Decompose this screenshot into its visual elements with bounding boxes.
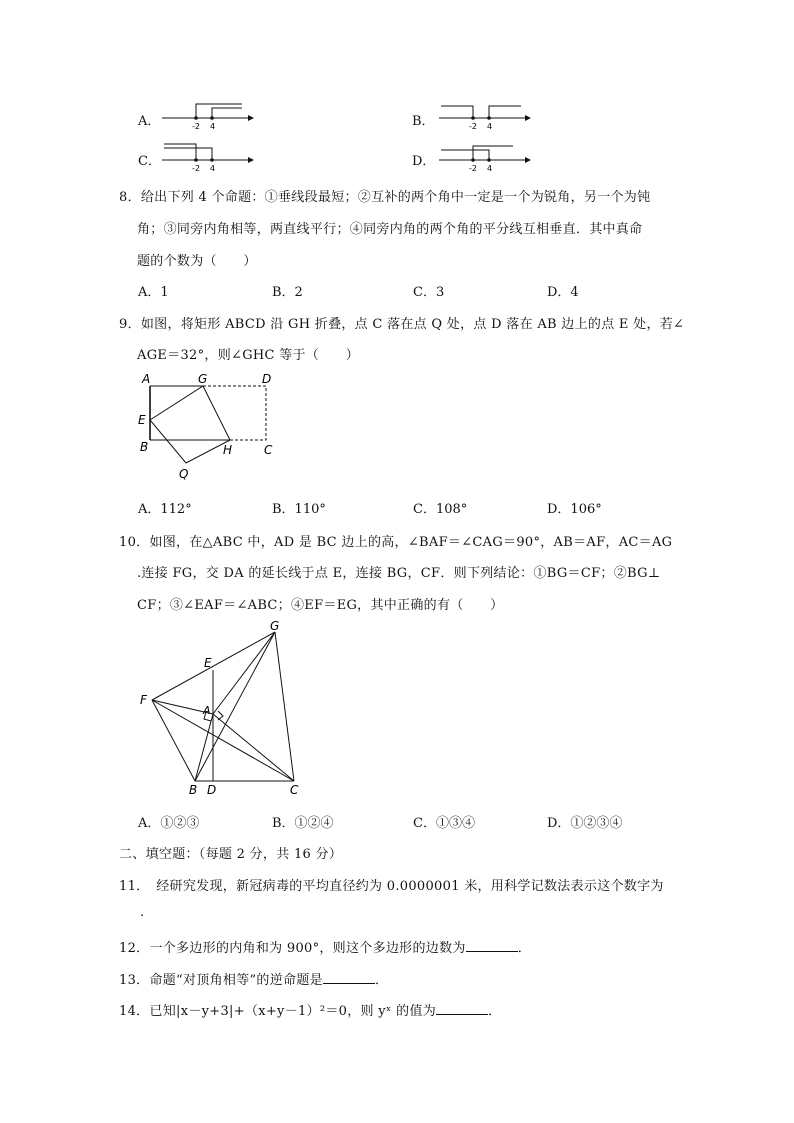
q10-option-c: C．①③④ [413,816,475,831]
q10-line-3: CF；③∠EAF＝∠ABC；④EF＝EG，其中正确的有（ ） [137,598,504,613]
q14 [119,1000,501,1019]
q10-label-d: D [207,783,217,797]
q9-label-a: A [142,372,151,386]
q7-a-tick-4: 4 [210,122,216,131]
q7-option-b-number-line [437,98,532,132]
q7-a-tick-neg2: -2 [192,122,200,131]
q8-line-3: 题的个数为（ ） [137,254,257,269]
q7-c-tick-neg2: -2 [192,164,200,172]
q8-line-1: 8．给出下列 4 个命题：①垂线段最短；②互补的两个角中一定是一个为锐角，另一个为钝 [119,190,651,205]
q9-option-b: B．110° [272,502,326,517]
section-2-heading: 二、填空题：（每题 2 分，共 16 分） [119,847,343,862]
q9-line-1: 9．如图，将矩形 ABCD 沿 GH 折叠，点 C 落在点 Q 处，点 D 落在 AB 边上的点 E 处，若∠ [119,317,685,332]
q10-triangle-figure [136,618,306,798]
q9-label-b: B [140,440,149,454]
q9-line-2: AGE＝32°，则∠GHC 等于（ ） [137,348,359,363]
q7-option-a-label: A． [138,114,161,129]
q9-label-q: Q [179,467,189,481]
q11-line-1: 11． 经研究发现，新冠病毒的平均直径约为 0.0000001 米，用科学记数法表示这个数字为 [119,879,664,894]
q13-text: 13．命题“对顶角相等”的逆命题是 [119,973,323,988]
q10-label-a: A [203,704,211,717]
q9-rectangle-fold-figure [134,368,284,488]
q7-c-tick-4: 4 [210,164,216,172]
q13-end: ． [374,973,389,988]
q13-answer-blank[interactable] [323,971,375,984]
q7-option-d-number-line [437,138,532,172]
q9-label-h: H [223,443,233,457]
q7-d-tick-4: 4 [487,164,493,172]
q9-label-e: E [138,413,146,427]
q7-option-d-label: D． [412,154,436,169]
q10-label-c: C [290,783,299,797]
q9-label-c: C [264,443,273,457]
q7-d-tick-neg2: -2 [469,164,477,172]
q14-end: ． [488,1004,502,1019]
q11-line-2: . [140,905,145,920]
q8-line-2: 角；③同旁内角相等，两直线平行；④同旁内角的两个角的平分线互相垂直．其中真命 [137,222,643,237]
q7-b-tick-4: 4 [487,122,493,131]
q8-option-d: D．4 [547,285,579,300]
q10-label-g: G [270,619,280,633]
q7-option-c-label: C． [138,154,161,169]
q10-option-d: D．①②③④ [547,816,623,831]
q14-answer-blank[interactable] [436,1002,488,1015]
q8-option-c: C．3 [413,285,445,300]
q9-label-g: G [198,372,208,386]
q10-line-1: 10．如图，在△ABC 中，AD 是 BC 边上的高，∠BAF＝∠CAG＝90°，AB＝AF，AC＝AG [119,535,673,550]
q10-option-b: B．①②④ [272,816,334,831]
q7-option-a-number-line [160,98,255,132]
q13 [119,969,388,988]
q12-text: 12．一个多边形的内角和为 900°，则这个多边形的边数为 [119,941,466,956]
q7-b-tick-neg2: -2 [469,122,477,131]
q12 [119,937,531,956]
q12-end: ． [517,941,531,956]
q12-answer-blank[interactable] [466,939,518,952]
q10-label-f: F [140,693,147,707]
q10-line-2: .连接 FG，交 DA 的延长线于点 E，连接 BG，CF．则下列结论：①BG＝CF；②BG⊥ [137,566,661,581]
q9-label-d: D [262,372,272,386]
q10-label-b: B [189,783,198,797]
q9-option-a: A．112° [138,502,192,517]
q7-option-b-label: B． [412,114,435,129]
q9-option-c: C．108° [413,502,468,517]
q7-option-c-number-line [160,138,255,172]
q8-option-a: A．1 [138,285,169,300]
q9-option-d: D．106° [547,502,602,517]
q10-option-a: A．①②③ [138,816,200,831]
q8-option-b: B．2 [272,285,303,300]
q14-text: 14．已知|x－y+3|+（x+y－1）²＝0，则 yˣ 的值为 [119,1004,437,1019]
q10-label-e: E [204,656,212,670]
